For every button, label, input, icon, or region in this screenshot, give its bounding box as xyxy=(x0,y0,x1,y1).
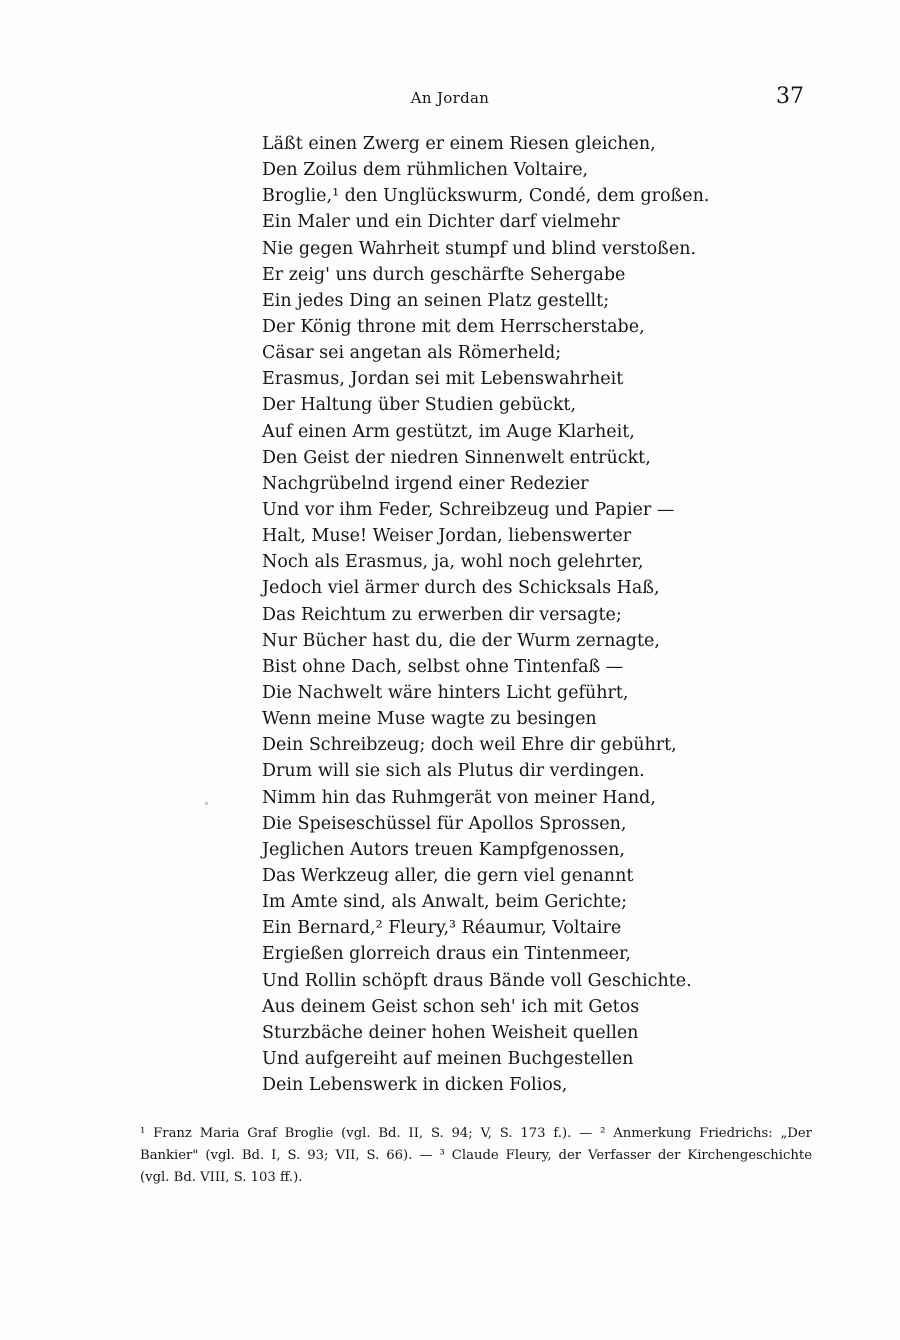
poem-line: Den Geist der niedren Sinnenwelt entrückt, xyxy=(262,447,651,468)
poem-line: Der Haltung über Studien gebückt, xyxy=(262,395,577,416)
poem-line: Die Speiseschüssel für Apollos Sprossen, xyxy=(262,813,627,834)
poem-line: Läßt einen Zwerg er einem Riesen gleichen, xyxy=(262,134,656,154)
poem-line: Der König throne mit dem Herrscherstabe, xyxy=(262,316,645,337)
page-number: 37 xyxy=(776,84,804,109)
poem-line: Ergießen glorreich draus ein Tintenmeer, xyxy=(262,944,631,965)
poem-line: Halt, Muse! Weiser Jordan, liebenswerter xyxy=(262,526,632,547)
poem-line: Cäsar sei angetan als Römerheld; xyxy=(262,343,562,364)
poem-line: Und Rollin schöpft draus Bände voll Geschichte. xyxy=(262,970,692,991)
footnotes xyxy=(140,1123,812,1189)
poem-line: Und aufgereiht auf meinen Buchgestellen xyxy=(262,1048,634,1069)
footnote-line: Bankier" (vgl. Bd. I, S. 93; VII, S. 66). — ³ Claude Fleury, der Verfasser der Kirchengeschichte xyxy=(140,1148,812,1163)
poem-line: Sturzbäche deiner hohen Weisheit quellen xyxy=(262,1022,639,1043)
footnote-line: ¹ Franz Maria Graf Broglie (vgl. Bd. II, S. 94; V, S. 173 f.). — ² Anmerkung Friedrichs: „Der xyxy=(140,1126,812,1141)
poem-line: Erasmus, Jordan sei mit Lebenswahrheit xyxy=(262,369,624,390)
poem-line: Dein Schreibzeug; doch weil Ehre dir gebührt, xyxy=(262,735,677,756)
footnote-line: (vgl. Bd. VIII, S. 103 ff.). xyxy=(140,1170,303,1185)
poem-body xyxy=(262,131,710,1098)
poem-line: Noch als Erasmus, ja, wohl noch gelehrter, xyxy=(262,552,644,573)
poem-line: Nachgrübelnd irgend einer Redezier xyxy=(262,473,589,494)
poem-line: Nur Bücher hast du, die der Wurm zernagte, xyxy=(262,630,660,651)
poem-line: Jeglichen Autors treuen Kampfgenossen, xyxy=(262,839,625,860)
poem-line: Das Reichtum zu erwerben dir versagte; xyxy=(262,604,622,625)
poem-line: Drum will sie sich als Plutus dir verdingen. xyxy=(262,761,645,782)
poem-line: Den Zoilus dem rühmlichen Voltaire, xyxy=(262,160,589,181)
poem-line: Nie gegen Wahrheit stumpf und blind verstoßen. xyxy=(262,238,697,259)
poem-line: Er zeig' uns durch geschärfte Sehergabe xyxy=(262,264,626,285)
poem-line: Ein Maler und ein Dichter darf vielmehr xyxy=(262,212,620,233)
running-head: An Jordan xyxy=(410,89,490,107)
poem-line: Die Nachwelt wäre hinters Licht geführt, xyxy=(262,682,629,703)
poem-line: Ein Bernard,² Fleury,³ Réaumur, Voltaire xyxy=(262,918,622,939)
poem-line: Dein Lebenswerk in dicken Folios, xyxy=(262,1075,568,1096)
poem-line: Im Amte sind, als Anwalt, beim Gerichte; xyxy=(262,892,628,913)
poem-line: Und vor ihm Feder, Schreibzeug und Papier — xyxy=(262,499,675,520)
poem-line: Jedoch viel ärmer durch des Schicksals Haß, xyxy=(262,578,660,599)
poem-line: Nimm hin das Ruhmgerät von meiner Hand, xyxy=(262,787,656,808)
paper-speck xyxy=(205,802,208,805)
poem-line: Wenn meine Muse wagte zu besingen xyxy=(262,709,597,730)
poem-line: Broglie,¹ den Unglückswurm, Condé, dem großen. xyxy=(262,186,710,207)
poem-line: Bist ohne Dach, selbst ohne Tintenfaß — xyxy=(262,656,624,677)
poem-line: Aus deinem Geist schon seh' ich mit Getos xyxy=(262,996,640,1017)
poem-line: Auf einen Arm gestützt, im Auge Klarheit, xyxy=(262,421,635,442)
poem-line: Das Werkzeug aller, die gern viel genannt xyxy=(262,865,634,886)
poem-line: Ein jedes Ding an seinen Platz gestellt; xyxy=(262,290,610,311)
